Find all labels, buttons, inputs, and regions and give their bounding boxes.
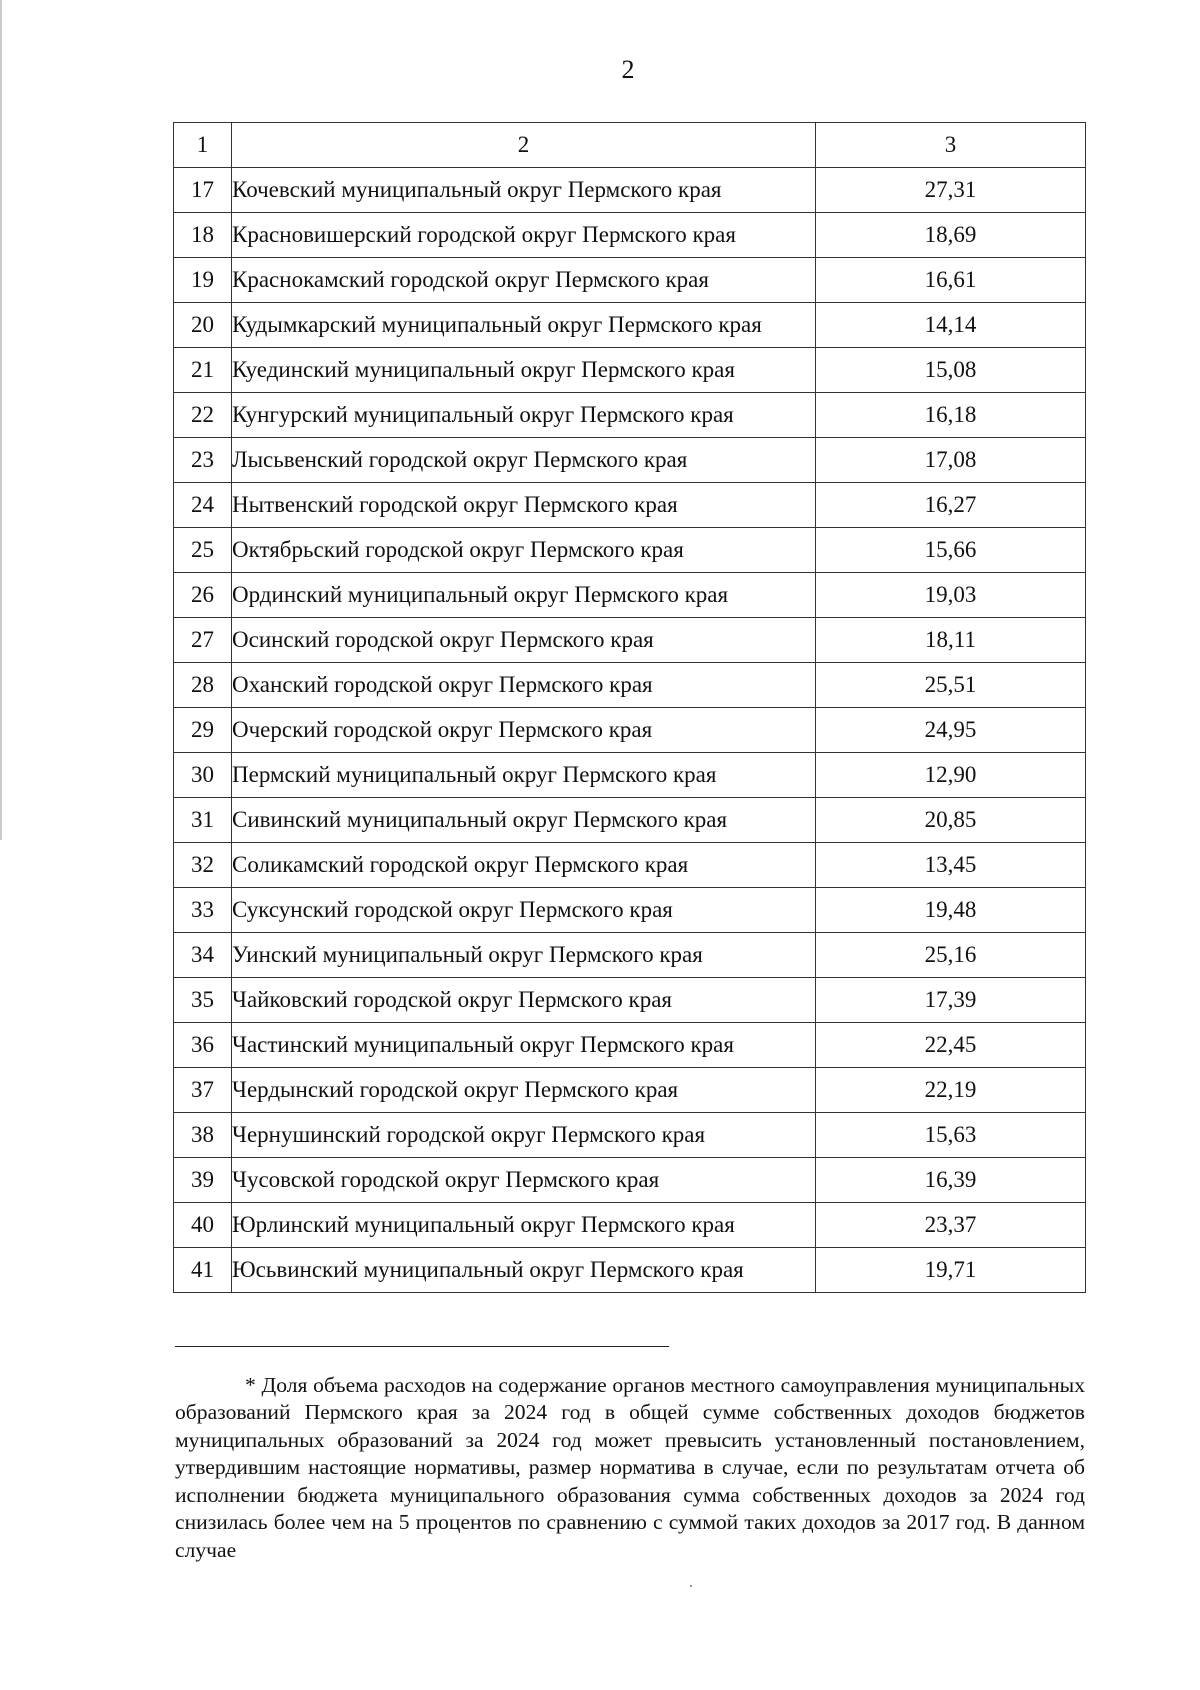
municipality-name-cell: Сивинский муниципальный округ Пермского края xyxy=(232,798,816,843)
municipality-name-cell: Оханский городской округ Пермского края xyxy=(232,663,816,708)
municipality-name-cell: Пермский муниципальный округ Пермского края xyxy=(232,753,816,798)
scan-speck xyxy=(690,1585,692,1587)
norm-value-cell: 23,37 xyxy=(816,1203,1086,1248)
municipality-name-cell: Чердынский городской округ Пермского края xyxy=(232,1068,816,1113)
table-row xyxy=(174,303,1086,348)
norm-value-cell: 16,27 xyxy=(816,483,1086,528)
norm-value-cell: 19,71 xyxy=(816,1248,1086,1293)
norms-table xyxy=(173,122,1086,1293)
table-row xyxy=(174,1023,1086,1068)
municipality-name-cell: Кудымкарский муниципальный округ Пермского края xyxy=(232,303,816,348)
row-number-cell: 28 xyxy=(174,663,232,708)
table-row xyxy=(174,438,1086,483)
row-number-cell: 33 xyxy=(174,888,232,933)
municipality-name-cell: Соликамский городской округ Пермского края xyxy=(232,843,816,888)
norm-value-cell: 17,08 xyxy=(816,438,1086,483)
row-number-cell: 37 xyxy=(174,1068,232,1113)
table-row xyxy=(174,483,1086,528)
norm-value-cell: 24,95 xyxy=(816,708,1086,753)
row-number-cell: 32 xyxy=(174,843,232,888)
table-row xyxy=(174,663,1086,708)
norm-value-cell: 13,45 xyxy=(816,843,1086,888)
row-number-cell: 30 xyxy=(174,753,232,798)
norm-value-cell: 16,61 xyxy=(816,258,1086,303)
norm-value-cell: 25,16 xyxy=(816,933,1086,978)
table-row xyxy=(174,1113,1086,1158)
norm-value-cell: 16,39 xyxy=(816,1158,1086,1203)
row-number-cell: 34 xyxy=(174,933,232,978)
table-row xyxy=(174,618,1086,663)
norm-value-cell: 20,85 xyxy=(816,798,1086,843)
table-row xyxy=(174,753,1086,798)
row-number-cell: 23 xyxy=(174,438,232,483)
municipality-name-cell: Юрлинский муниципальный округ Пермского края xyxy=(232,1203,816,1248)
table-row xyxy=(174,1068,1086,1113)
table-row xyxy=(174,888,1086,933)
table-row xyxy=(174,708,1086,753)
norm-value-cell: 15,08 xyxy=(816,348,1086,393)
table-row xyxy=(174,843,1086,888)
municipality-name-cell: Чернушинский городской округ Пермского края xyxy=(232,1113,816,1158)
row-number-cell: 29 xyxy=(174,708,232,753)
row-number-cell: 39 xyxy=(174,1158,232,1203)
norm-value-cell: 15,63 xyxy=(816,1113,1086,1158)
column-header-number: 1 xyxy=(174,123,232,168)
table-row xyxy=(174,573,1086,618)
row-number-cell: 36 xyxy=(174,1023,232,1068)
column-header-norm-value: 3 xyxy=(816,123,1086,168)
municipality-name-cell: Чусовской городской округ Пермского края xyxy=(232,1158,816,1203)
footnote-text: * Доля объема расходов на содержание органов местного самоуправления муниципальных образований Пермского края за 2024 год в общей сумме собственных доходов бюджетов муниципальных образований за 2024 год может превысить установленный постановлением, утвердившим настоящие нормативы, размер норматива в случае, если по результатам отчета об исполнении бюджета муниципального образования сумма собственных доходов за 2024 год снизилась более чем на 5 процентов по сравнению с суммой таких доходов за 2017 год. В данном случае xyxy=(175,1372,1085,1562)
page-number: 2 xyxy=(621,55,635,84)
row-number-cell: 35 xyxy=(174,978,232,1023)
norm-value-cell: 19,48 xyxy=(816,888,1086,933)
table-row xyxy=(174,798,1086,843)
row-number-cell: 40 xyxy=(174,1203,232,1248)
row-number-cell: 26 xyxy=(174,573,232,618)
municipality-name-cell: Красновишерский городской округ Пермского края xyxy=(232,213,816,258)
table-row xyxy=(174,1203,1086,1248)
municipality-name-cell: Суксунский городской округ Пермского края xyxy=(232,888,816,933)
municipality-name-cell: Куединский муниципальный округ Пермского края xyxy=(232,348,816,393)
table-row xyxy=(174,933,1086,978)
footnote-separator xyxy=(175,1346,669,1347)
norm-value-cell: 22,19 xyxy=(816,1068,1086,1113)
norm-value-cell: 14,14 xyxy=(816,303,1086,348)
municipality-name-cell: Кочевский муниципальный округ Пермского края xyxy=(232,168,816,213)
norm-value-cell: 16,18 xyxy=(816,393,1086,438)
norm-value-cell: 22,45 xyxy=(816,1023,1086,1068)
table-row xyxy=(174,528,1086,573)
table-row xyxy=(174,1248,1086,1293)
municipality-name-cell: Лысьвенский городской округ Пермского края xyxy=(232,438,816,483)
norm-value-cell: 19,03 xyxy=(816,573,1086,618)
municipality-name-cell: Октябрьский городской округ Пермского края xyxy=(232,528,816,573)
municipality-name-cell: Частинский муниципальный округ Пермского края xyxy=(232,1023,816,1068)
municipality-name-cell: Ординский муниципальный округ Пермского края xyxy=(232,573,816,618)
table-body xyxy=(174,168,1086,1293)
table-row xyxy=(174,348,1086,393)
row-number-cell: 27 xyxy=(174,618,232,663)
row-number-cell: 18 xyxy=(174,213,232,258)
row-number-cell: 20 xyxy=(174,303,232,348)
municipality-name-cell: Кунгурский муниципальный округ Пермского края xyxy=(232,393,816,438)
row-number-cell: 41 xyxy=(174,1248,232,1293)
table-row xyxy=(174,978,1086,1023)
municipality-name-cell: Чайковский городской округ Пермского края xyxy=(232,978,816,1023)
row-number-cell: 38 xyxy=(174,1113,232,1158)
municipality-name-cell: Осинский городской округ Пермского края xyxy=(232,618,816,663)
row-number-cell: 31 xyxy=(174,798,232,843)
row-number-cell: 21 xyxy=(174,348,232,393)
table-row xyxy=(174,393,1086,438)
norm-value-cell: 18,11 xyxy=(816,618,1086,663)
municipality-name-cell: Краснокамский городской округ Пермского края xyxy=(232,258,816,303)
row-number-cell: 22 xyxy=(174,393,232,438)
norm-value-cell: 15,66 xyxy=(816,528,1086,573)
municipality-name-cell: Юсьвинский муниципальный округ Пермского края xyxy=(232,1248,816,1293)
scan-edge-mark xyxy=(0,0,2,840)
table-row xyxy=(174,213,1086,258)
table-row xyxy=(174,258,1086,303)
norm-value-cell: 18,69 xyxy=(816,213,1086,258)
municipality-name-cell: Нытвенский городской округ Пермского края xyxy=(232,483,816,528)
municipality-name-cell: Уинский муниципальный округ Пермского края xyxy=(232,933,816,978)
row-number-cell: 25 xyxy=(174,528,232,573)
norm-value-cell: 12,90 xyxy=(816,753,1086,798)
table-header-row xyxy=(174,123,1086,168)
norm-value-cell: 17,39 xyxy=(816,978,1086,1023)
row-number-cell: 17 xyxy=(174,168,232,213)
norm-value-cell: 27,31 xyxy=(816,168,1086,213)
table-row xyxy=(174,168,1086,213)
table-row xyxy=(174,1158,1086,1203)
row-number-cell: 24 xyxy=(174,483,232,528)
row-number-cell: 19 xyxy=(174,258,232,303)
municipality-name-cell: Очерский городской округ Пермского края xyxy=(232,708,816,753)
column-header-municipality: 2 xyxy=(232,123,816,168)
norm-value-cell: 25,51 xyxy=(816,663,1086,708)
